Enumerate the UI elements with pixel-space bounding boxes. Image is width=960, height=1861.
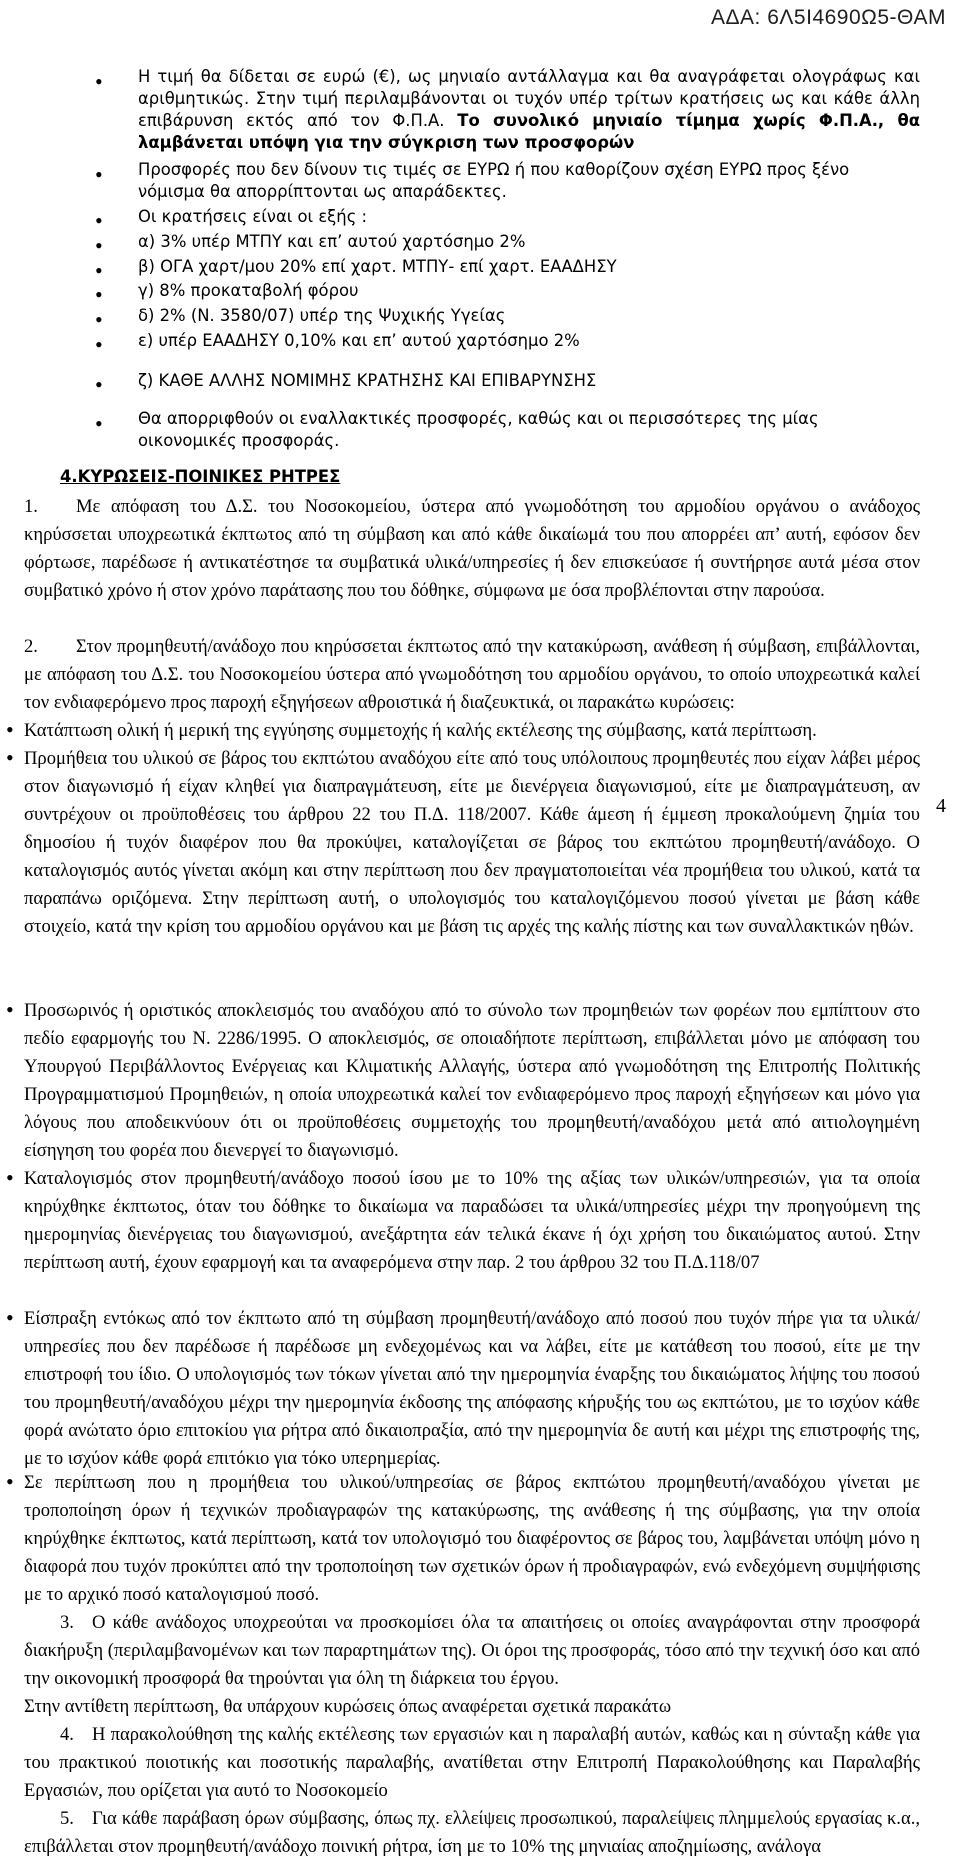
section-title: 4.ΚΥΡΩΣΕΙΣ-ΠΟΙΝΙΚΕΣ ΡΗΤΡΕΣ [60,467,341,486]
bullet: • [6,717,14,742]
bullet: • [95,411,103,436]
paragraph-1: 1. Με απόφαση του Δ.Σ. του Νοσοκομείου, ύστερα από γνωμοδότηση του αρμοδίου οργάνου ο ανάδοχος κηρύσσεται υποχρεωτικά έκπτωτος από τη σύμβαση και από κάθε δικαίωμά του που απορρέει απ’ αυτή, εφόσον δεν φόρτωσε, παρέδωσε ή αντικατέστησε τα συμβατικά υλικά/υπηρεσίες ή δεν επισκεύασε ή συντήρησε αυτά μέσα στον συμβατικό χρόνο ή στον χρόνο παράτασης που του δόθηκε, σύμφωνα με όσα προβλέπονται στην παρούσα. [24,496,920,601]
paragraph-5: 5. Για κάθε παράβαση όρων σύμβασης, όπως πχ. ελλείψεις προσωπικού, παραλείψεις πλημμελούς εργασίας κ.α., επιβάλλεται στον προμηθευτή/ανάδοχο ποινική ρήτρα, ίση με το 10% της μηνιαίας αποζημίωσης, ανάλογα [24,1808,920,1857]
paragraph-3: 3. Ο κάθε ανάδοχος υποχρεούται να προσκομίσει όλα τα απαιτήσεις οι οποίες αναγράφονται στην προσφορά διακήρυξη (περιλαμβανομένων και των παραρτημάτων της). Οι όροι της προσφοράς, τόσο από την τεχνική όσο και από την οικονομική προσφορά θα τηρούνται για όλη τη διάρκεια του έργου. [24,1612,920,1689]
deductions-intro: Οι κρατήσεις είναι οι εξής : [138,207,368,226]
paragraph-4: 4. Η παρακολούθηση της καλής εκτέλεσης των εργασιών και η παραλαβή αυτών, καθώς και η σύνταξη κάθε για του πρακτικού ποιοτικής και ποσοτικής παραλαβής, ανατίθεται στην Επιτροπή Παρακολούθησης και Παραλαβής Εργασιών, που ορίζεται για αυτό το Νοσοκομείο [24,1724,920,1801]
deduction-item: ε) υπέρ ΕΑΑΔΗΣΥ 0,10% και επ’ αυτού χαρτόσημο 2% [138,331,580,350]
price-paragraph: Η τιμή θα δίδεται σε ευρώ (€), ως μηνιαίο αντάλλαγμα και θα αναγράφεται ολογράφως και αριθμητικώς. Στην τιμή περιλαμβάνονται οι τυχόν υπέρ τρίτων κρατήσεις ως και κάθε άλλη επιβάρυνση εκτός από τον Φ.Π.Α. Το συνολικό μηνιαίο τίμημα χωρίς Φ.Π.Α., θα λαμβάνεται υπόψη για την σύγκριση των προσφορών [138,67,920,152]
sanction-item: Σε περίπτωση που η προμήθεια του υλικού/υπηρεσίας σε βάρος εκπτώτου προμηθευτή/αναδόχου γίνεται με τροποποίηση όρων ή τεχνικών προδιαγραφών της κατακύρωσης, της ανάθεσης ή της σύμβασης, για την οποία κηρύχθηκε έκπτωτος, κατά περίπτωση, κατά τον υπολογισμό του διαφέροντος σε βάρος του, λαμβάνεται υπόψη μόνο η διαφορά που τυχόν προκύπτει από την τροποποίηση των σχετικών όρων ή προδιαγραφών, ενώ ενδεχόμενη συμψήφισης με το αρχικό ποσό καταλογισμού ποσό. [24,1472,920,1605]
deduction-item: α) 3% υπέρ ΜΤΠΥ και επ’ αυτού χαρτόσημο 2% [138,232,526,251]
bullet: • [95,332,103,357]
paragraph-3-tail: Στην αντίθετη περίπτωση, θα υπάρχουν κυρώσεις όπως αναφέρεται σχετικά παρακάτω [24,1696,672,1717]
ada-code: ΑΔΑ: 6Λ5Ι4690Ω5-ΘΑΜ [711,6,946,29]
paragraph-number: 5. [60,1808,74,1829]
paragraph-number: 3. [60,1612,74,1633]
bullet: • [95,258,103,283]
page-number: 4 [936,795,946,817]
bullet: • [6,1469,14,1494]
deduction-item: ζ) ΚΑΘΕ ΑΛΛΗΣ ΝΟΜΙΜΗΣ ΚΡΑΤΗΣΗΣ ΚΑΙ ΕΠΙΒΑΡΥΝΣΗΣ [138,371,597,390]
alternative-offers: Θα απορριφθούν οι εναλλακτικές προσφορές, καθώς και οι περισσότερες της μίας οικονομικές προσφοράς. [138,409,819,450]
bullet: • [95,162,103,187]
paragraph-number: 1. [24,496,38,517]
bullet: • [6,997,14,1022]
deduction-item: δ) 2% (Ν. 3580/07) υπέρ της Ψυχικής Υγείας [138,306,506,325]
sanction-item: Είσπραξη εντόκως από τον έκπτωτο από τη σύμβαση προμηθευτή/ανάδοχο από ποσού που τυχόν πήρε για τα υλικά/υπηρεσίες που δεν παρέδωσε ή παρέδωσε μη ενδεχομένως και να λάβει, είτε με κατάθεση του ποσού, είτε με την επιστροφή του ίδιο. Ο υπολογισμός των τόκων γίνεται από την ημερομηνία έναρξης του δικαιώματος λήψης του ποσού του προμηθευτή/αναδόχου μέχρι την ημερομηνία έκδοσης της απόφασης κήρυξής του ως εκπτώτου, με το ισχύον κάθε φορά ανώτατο όριο επιτοκίου για ρήτρα από δικαιοπραξία, από την ημερομηνία δε αυτή και μέχρι της επιστροφής της, με το ισχύον κάθε φορά επιτόκιο για τόκο υπερημερίας. [24,1308,920,1469]
sanction-item: Καταλογισμός στον προμηθευτή/ανάδοχο ποσού ίσου με το 10% της αξίας των υλικών/υπηρεσιών, για τα οποία κηρύχθηκε έκπτωτος, όταν του δόθηκε το δικαίωμα να παραδώσει τα υλικά/υπηρεσίες μέχρι την προηγούμενη της ημερομηνίας διενέργειας του διαγωνισμού, ανεξάρτητα εάν τελικά έκανε ή όχι χρήση του δικαιώματος αυτού. Στην περίπτωση αυτή, έχουν εφαρμογή και τα αναφερόμενα στην παρ. 2 του άρθρου 32 του Π.Δ.118/07 [24,1168,920,1273]
bullet: • [95,233,103,258]
bullet: • [95,372,103,397]
bullet: • [95,282,103,307]
bullet: • [95,69,103,94]
paragraph-2: 2. Στον προμηθευτή/ανάδοχο που κηρύσσεται έκπτωτος από την κατακύρωση, ανάθεση ή σύμβαση, επιβάλλονται, με απόφαση του Δ.Σ. του Νοσοκομείου ύστερα από γνωμοδότηση του αρμοδίου οργάνου, το οποίο υποχρεωτικά καλεί τον ενδιαφερόμενο προς παροχή εξηγήσεων αθροιστικά ή διαζευκτικά, οι παρακάτω κυρώσεις: [24,636,920,713]
bullet: • [6,745,14,770]
bullet: • [6,1305,14,1330]
bullet: • [95,307,103,332]
bullet: • [6,1165,14,1190]
sanction-item: Προσωρινός ή οριστικός αποκλεισμός του αναδόχου από το σύνολο των προμηθειών των φορέων που εμπίπτουν στο πεδίο εφαρμογής του Ν. 2286/1995. Ο αποκλεισμός, σε οποιαδήποτε περίπτωση, επιβάλλεται μόνο με απόφαση του Υπουργού Περιβάλλοντος Ενέργειας και Κλιματικής Αλλαγής, ύστερα από γνωμοδότηση της Επιτροπής Πολιτικής Προγραμματισμού Προμηθειών, η οποία υποχρεωτικά καλεί τον ενδιαφερόμενο προς παροχή εξηγήσεων και μόνο για λόγους που αποδεικνύουν ότι οι προϋποθέσεις συμμετοχής του προμηθευτή/αναδόχου μετά από αιτιολογημένη είσηγηση του φορέα που διενεργεί το διαγωνισμό. [24,1000,920,1161]
paragraph-number: 4. [60,1724,74,1745]
deduction-item: γ) 8% προκαταβολή φόρου [138,281,359,300]
sanction-item: Προμήθεια του υλικού σε βάρος του εκπτώτου αναδόχου είτε από τους υπόλοιπους προμηθευτές που είχαν λάβει μέρος στον διαγωνισμό ή είχαν κληθεί για διαπραγμάτευση, είτε με διενέργεια διαγωνισμού, είτε με διαπραγμάτευση, αν συντρέχουν οι προϋποθέσεις του άρθρου 22 του Π.Δ. 118/2007. Κάθε άμεση ή έμμεση προκαλούμενη ζημία του δημοσίου ή τυχόν διαφέρον που θα προκύψει, καταλογίζεται σε βάρος του εκπτώτου προμηθευτή/ανάδοχο. Ο καταλογισμός αυτός γίνεται ακόμη και στην περίπτωση που δεν πραγματοποιείται νέα προμήθεια του υλικού, κατά τα παραπάνω οριζόμενα. Στην περίπτωση αυτή, ο υπολογισμός του καταλογιζόμενου ποσού γίνεται με βάση κάθε στοιχείο, κατά την κρίση του αρμοδίου οργάνου και με βάση τις αρχές της καλής πίστης και των συναλλακτικών ηθών. [24,748,920,937]
sanction-item: Κατάπτωση ολική ή μερική της εγγύησης συμμετοχής ή καλής εκτέλεσης της σύμβασης, κατά περίπτωση. [24,720,817,741]
bullet: • [95,208,103,233]
deduction-item: β) ΟΓΑ χαρτ/μου 20% επί χαρτ. ΜΤΠΥ- επί χαρτ. ΕΑΑΔΗΣΥ [138,257,617,276]
non-euro-offers: Προσφορές που δεν δίνουν τις τιμές σε ΕΥΡΩ ή που καθορίζουν σχέση ΕΥΡΩ προς ξένο νόμισμα θα απορρίπτονται ως απαράδεκτες. [138,160,850,201]
paragraph-number: 2. [24,636,38,657]
